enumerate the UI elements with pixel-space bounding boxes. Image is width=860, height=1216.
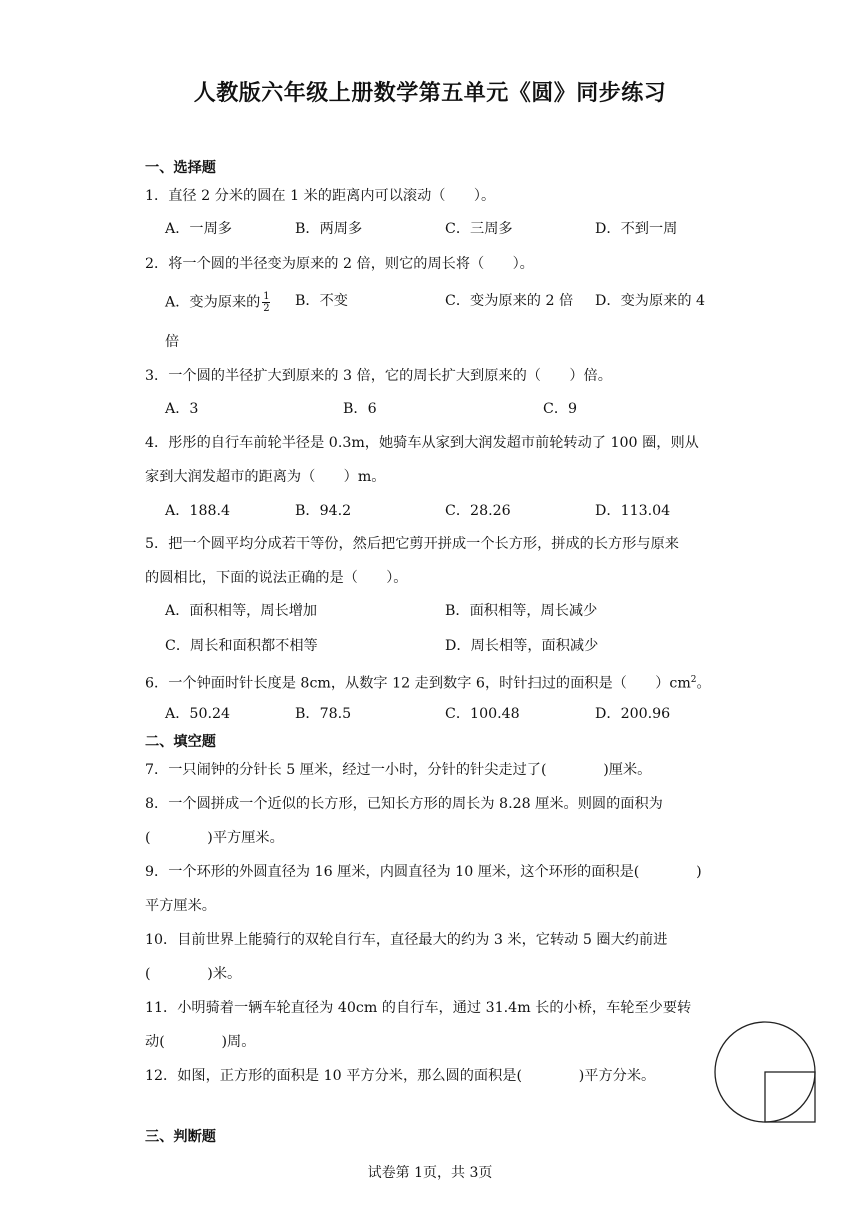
- q1-option-a: A．一周多: [165, 221, 232, 237]
- q6-option-b: B．78.5: [295, 706, 352, 722]
- section-heading-fill: 二、填空题: [145, 734, 216, 750]
- superscript-2: 2: [690, 675, 697, 685]
- q2-option-d: D．变为原来的 4: [595, 293, 706, 309]
- q3-option-b: B．6: [343, 401, 377, 417]
- page-title: 人教版六年级上册数学第五单元《圆》同步练习: [193, 80, 667, 106]
- q4-option-a: A．188.4: [165, 503, 231, 519]
- fraction-numerator: 1: [263, 291, 270, 302]
- circle-square-figure: [713, 1017, 821, 1125]
- question-8-line-1: 8．一个圆拼成一个近似的长方形，已知长方形的周长为 8.28 厘米。则圆的面积为: [145, 796, 663, 812]
- q5-option-a: A．面积相等，周长增加: [165, 603, 318, 619]
- question-1: 1．直径 2 分米的圆在 1 米的距离内可以滚动（ ）。: [145, 188, 496, 204]
- question-3: 3．一个圆的半径扩大到原来的 3 倍，它的周长扩大到原来的（ ）倍。: [145, 368, 612, 384]
- q2-option-a: [165, 291, 272, 314]
- question-11-line-1: 11．小明骑着一辆车轮直径为 40cm 的自行车，通过 31.4m 长的小桥，车轮至少要转: [145, 1000, 692, 1016]
- q5-option-b: B．面积相等，周长减少: [445, 603, 598, 619]
- question-6-text: 6．一个钟面时针长度是 8cm，从数字 12 走到数字 6，时针扫过的面积是（ ）cm: [145, 675, 691, 692]
- q2-option-b: B．不变: [295, 293, 348, 309]
- q2-option-d-continued: 倍: [165, 334, 180, 350]
- question-4-line-1: 4．彤彤的自行车前轮半径是 0.3m，她骑车从家到大润发超市前轮转动了 100 圈，则从: [145, 435, 699, 451]
- q3-option-a: A．3: [165, 401, 199, 417]
- q3-option-c: C．9: [543, 401, 578, 417]
- q2-option-c: C．变为原来的 2 倍: [445, 293, 574, 309]
- q6-option-c: C．100.48: [445, 706, 520, 722]
- question-9-line-1: 9．一个环形的外圆直径为 16 厘米，内圆直径为 10 厘米，这个环形的面积是( ): [145, 864, 702, 880]
- question-12: 12．如图，正方形的面积是 10 平方分米，那么圆的面积是( )平方分米。: [145, 1068, 656, 1084]
- question-9-line-2: 平方厘米。: [145, 898, 216, 914]
- fraction-one-half: [262, 291, 270, 314]
- question-6: [145, 670, 711, 694]
- page-footer: 试卷第 1页，共 3页: [367, 1165, 493, 1181]
- question-10-line-1: 10．目前世界上能骑行的双轮自行车，直径最大的约为 3 米，它转动 5 圈大约前进: [145, 932, 668, 948]
- question-4-line-2: 家到大润发超市的距离为（ ）m。: [145, 469, 386, 485]
- question-11-line-2: 动( )周。: [145, 1034, 256, 1050]
- q4-option-b: B．94.2: [295, 503, 352, 519]
- question-5-line-2: 的圆相比，下面的说法正确的是（ ）。: [145, 570, 408, 586]
- fraction-denominator: 2: [263, 303, 270, 314]
- q2-option-a-label: A．变为原来的: [165, 294, 261, 311]
- q6-option-a: A．50.24: [165, 706, 231, 722]
- q6-option-d: D．200.96: [595, 706, 671, 722]
- question-7: 7．一只闹钟的分针长 5 厘米，经过一小时，分针的针尖走过了( )厘米。: [145, 762, 652, 778]
- q4-option-c: C．28.26: [445, 503, 511, 519]
- question-5-line-1: 5．把一个圆平均分成若干等份，然后把它剪开拼成一个长方形，拼成的长方形与原来: [145, 536, 679, 552]
- question-8-line-2: ( )平方厘米。: [145, 830, 284, 846]
- q1-option-d: D．不到一周: [595, 221, 678, 237]
- section-heading-choice: 一、选择题: [145, 160, 216, 176]
- section-heading-judge: 三、判断题: [145, 1129, 216, 1145]
- q5-option-d: D．周长相等，面积减少: [445, 638, 599, 654]
- q4-option-d: D．113.04: [595, 503, 671, 519]
- question-2: 2．将一个圆的半径变为原来的 2 倍，则它的周长将（ ）。: [145, 256, 534, 272]
- figure-square: [765, 1072, 815, 1122]
- question-10-line-2: ( )米。: [145, 966, 242, 982]
- q1-option-b: B．两周多: [295, 221, 363, 237]
- q5-option-c: C．周长和面积都不相等: [165, 638, 318, 654]
- q1-option-c: C．三周多: [445, 221, 513, 237]
- question-6-end: 。: [696, 675, 711, 692]
